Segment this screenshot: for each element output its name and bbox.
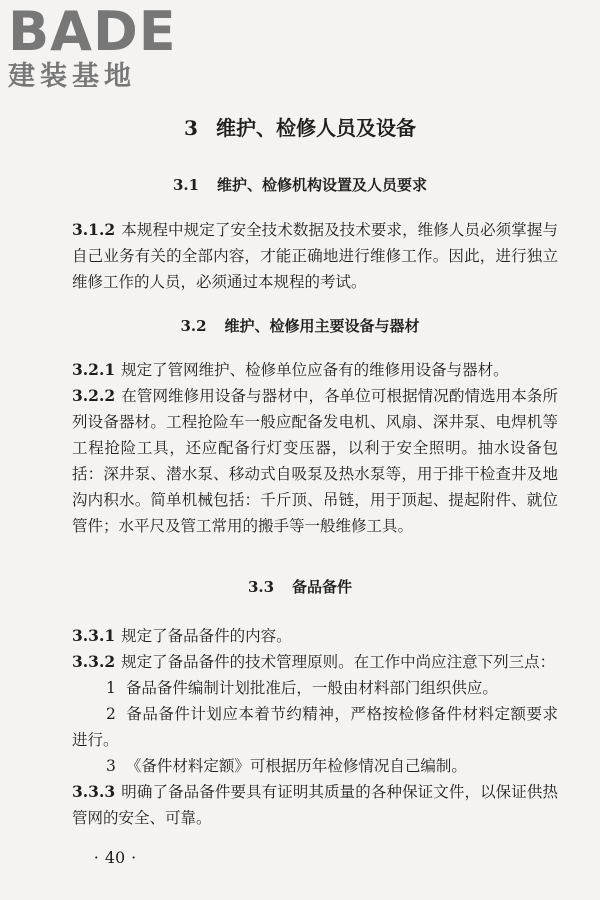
clause-number: 3.1.2: [72, 220, 116, 239]
section-heading: 维护、检修机构设置及人员要求: [217, 176, 428, 194]
clause-text: 规定了备品备件的内容。: [121, 627, 292, 645]
page-dot-left: ·: [93, 848, 99, 867]
clause-paragraph: [72, 383, 558, 539]
clause-paragraph: [72, 357, 558, 383]
chapter-title: [0, 115, 600, 141]
brand-logo: [8, 0, 178, 92]
clause-text: 规定了备品备件的技术管理原则。在工作中尚应注意下列三点：: [121, 653, 556, 671]
list-item: [72, 753, 558, 779]
list-item-number: 2: [106, 705, 116, 723]
section-heading: 维护、检修用主要设备与器材: [224, 317, 420, 335]
section-heading: 备品备件: [292, 578, 353, 596]
section-number: 3.1: [172, 176, 200, 194]
clause-number: 3.3.3: [72, 782, 116, 801]
section-body-3-2: [72, 357, 558, 539]
page-number: [0, 846, 230, 870]
list-item-text: 《备件材料定额》可根据历年检修情况自己编制。: [125, 757, 467, 775]
clause-text: 本规程中规定了安全技术数据及技术要求，维修人员必须掌握与自己业务有关的全部内容，才能正确地进行维修工作。因此，进行独立维修工作的人员，必须通过本规程的考试。: [72, 221, 558, 291]
page-dot-right: ·: [131, 848, 137, 867]
section-title-3-1: [0, 175, 600, 195]
section-number: 3.3: [247, 578, 275, 596]
clause-text: 明确了备品备件要具有证明其质量的各种保证文件，以保证供热管网的安全、可靠。: [72, 783, 558, 827]
page-number-value: 40: [104, 848, 126, 867]
clause-paragraph: [72, 217, 558, 295]
chapter-heading: 维护、检修人员及设备: [215, 116, 416, 140]
section-title-3-2: [0, 316, 600, 336]
logo-wordmark: BADE: [8, 0, 177, 63]
list-item-number: 3: [106, 757, 116, 775]
section-number: 3.2: [180, 317, 207, 335]
clause-text: 在管网维修用设备与器材中，各单位可根据情况酌情选用本条所列设备器材。工程抢险车一般应配备发电机、风扇、深井泵、电焊机等工程抢险工具，还应配备行灯变压器，以利于安全照明。抽水设备包括：深井泵、潜水泵、移动式自吸泵及热水泵等，用于排干检查井及地沟内积水。简单机械包括：千斤顶、吊链，用于顶起、提起附件、就位管件；水平尺及管工常用的搬手等一般维修工具。: [72, 387, 558, 535]
clause-number: 3.3.1: [72, 626, 116, 645]
clause-number: 3.3.2: [72, 652, 116, 671]
section-body-3-3: [72, 623, 558, 831]
clause-paragraph: [72, 649, 558, 675]
clause-number: 3.2.2: [72, 386, 116, 405]
clause-paragraph: [72, 779, 558, 831]
list-item-text: 备品备件计划应本着节约精神，严格按检修备件材料定额要求进行。: [72, 705, 558, 749]
clause-paragraph: [72, 623, 558, 649]
section-title-3-3: [0, 577, 600, 597]
clause-number: 3.2.1: [72, 360, 116, 379]
section-body-3-1: [72, 217, 558, 295]
chapter-number: 3: [184, 116, 198, 140]
list-item: [72, 701, 558, 753]
logo-subtitle: 建装基地: [8, 61, 136, 92]
list-item-number: 1: [106, 679, 116, 697]
clause-text: 规定了管网维护、检修单位应备有的维修用设备与器材。: [121, 361, 509, 379]
list-item-text: 备品备件编制计划批准后，一般由材料部门组织供应。: [125, 679, 498, 697]
list-item: [72, 675, 558, 701]
